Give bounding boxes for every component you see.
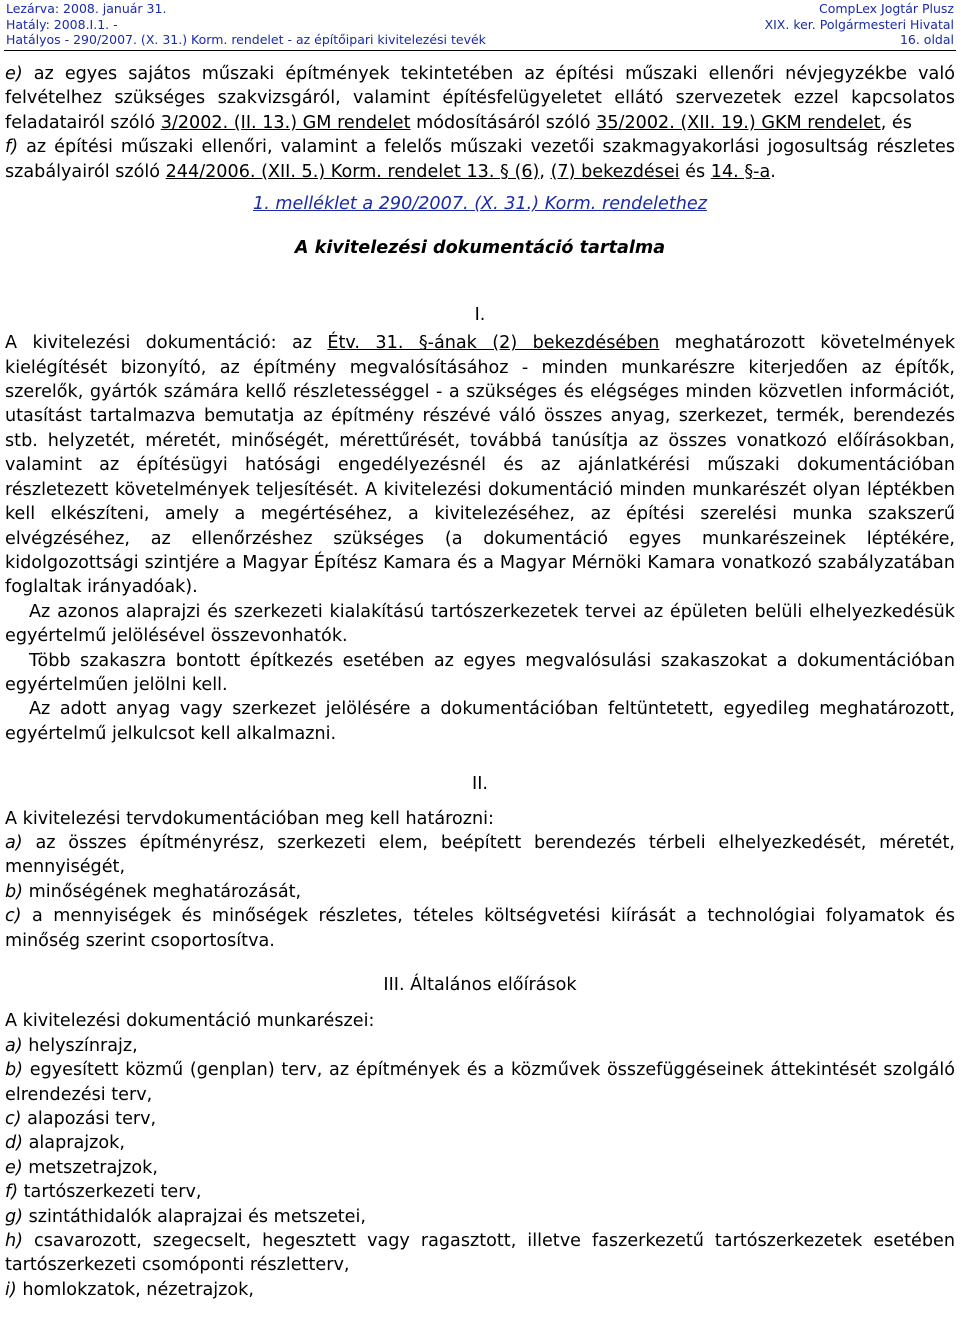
item-letter: f) <box>5 1182 19 1203</box>
annex-title-link[interactable]: 1. melléklet a 290/2007. (X. 31.) Korm. rendelethez <box>253 194 707 215</box>
item-letter: e) <box>5 1157 23 1178</box>
list-item: c) alapozási terv, <box>5 1109 157 1130</box>
section-heading-3: III. Általános előírások <box>383 975 577 995</box>
header-product: CompLex Jogtár Plusz <box>818 1 954 16</box>
header-page-number: 16. oldal <box>899 32 954 47</box>
header-closed-date: Lezárva: 2008. január 31. <box>6 1 167 16</box>
list-item: e) metszetrajzok, <box>5 1157 158 1178</box>
item-letter: g) <box>5 1206 24 1227</box>
item-letter: a) <box>5 1035 23 1056</box>
item-letter: b) <box>5 1060 24 1081</box>
list-item: b) egyesített közmű (genplan) terv, az építmények és a közművek összefüggéseinek áttekintését szolgáló elrendezési terv, <box>5 1060 955 1105</box>
section-3-intro: A kivitelezési dokumentáció munkarészei: <box>5 1011 375 1032</box>
page-header <box>0 0 960 50</box>
list-item: c) a mennyiségek és minőségek részletes, tételes költségvetési kiírását a technológiai folyamatok és minőség szerint csoportosítva. <box>5 906 955 951</box>
ref-link[interactable]: 14. §-a <box>710 161 771 182</box>
item-letter: i) <box>5 1279 17 1300</box>
list-item: a) az összes építményrész, szerkezeti elem, beépített berendezés térbeli elhelyezkedését, méretét, mennyiségét, <box>5 832 955 878</box>
item-letter: a) <box>5 832 23 853</box>
section-1-paragraph-3: Több szakaszra bontott építkezés esetében az egyes megvalósulási szakaszokat a dokumentációban egyértelműen jelölni kell. <box>5 650 955 695</box>
document-title: A kivitelezési dokumentáció tartalma <box>294 238 666 259</box>
header-validity: Hatály: 2008.I.1. - <box>6 16 118 32</box>
header-left <box>6 1 486 48</box>
item-letter: b) <box>5 881 24 902</box>
ref-link[interactable]: 35/2002. (XII. 19.) GKM rendelet <box>596 112 881 133</box>
ref-link[interactable]: Étv. 31. §-ának (2) bekezdésében <box>327 333 660 354</box>
section-1-paragraph-4: Az adott anyag vagy szerkezet jelölésére a dokumentációban feltüntetett, egyedileg meghatározott, egyértelmű jelkulcsot kell alkalmazni. <box>5 699 955 744</box>
item-letter: e) <box>5 64 23 84</box>
list-item: d) alaprajzok, <box>5 1133 125 1154</box>
ref-link[interactable]: 244/2006. (XII. 5.) Korm. rendelet 13. § (6) <box>165 161 540 182</box>
section-1-paragraph-1: A kivitelezési dokumentáció: az Étv. 31. §-ának (2) bekezdésében meghatározott követelmények kielégítését bizonyító, az építmény megvalósításához - minden munkarészre kiterjedően az építők, szerelők, gyártók számára kellő részletességgel - a szükséges és elégséges minden közvetlen információt, utasítást tartalmazva bemutatja az építmény részévé váló összes anyag, szerkezet, termék, berendezés stb. helyzetét, méretét, minőségét, mérettűrését, továbbá tanúsítja az összes vonatkozó előírásokban, valamint az építésügyi hatósági engedélyezésnél és az ajánlatkérési műszaki dokumentációban részletezett követelmények teljesítését. A kivitelezési dokumentáció minden munkarészét olyan léptékben kell elkészíteni, amely a megértéséhez, a kivitelezéséhez, az építési szerelési munka szakszerű elvégzéséhez, az ellenőrzéshez szükséges (a dokumentáció egyes munkarészeinek léptékére, kidolgozottsági szintjére a Magyar Építész Kamara és a Magyar Mérnöki Kamara vonatkozó szabályzatában foglaltak irányadóak). <box>5 333 956 598</box>
list-item: f) tartószerkezeti terv, <box>5 1182 202 1203</box>
paragraph-e: e) az egyes sajátos műszaki építmények tekintetében az építési műszaki ellenőri névjegyzékbe való felvételhez szükséges szakvizsgáról, valamint építésfelügyeletet ellátó szervezetek ezzel kapcsolatos feladatairól szóló 3/2002. (II. 13.) GM rendelet módosításáról szóló 35/2002. (XII. 19.) GKM rendelet, és <box>5 64 955 133</box>
section-1-paragraph-2: Az azonos alaprajzi és szerkezeti kialakítású tartószerkezetek tervei az épületen belüli elhelyezkedésük egyértelmű jelölésével összevonhatók. <box>5 601 955 647</box>
section-heading-2: II. <box>472 774 488 795</box>
header-divider <box>4 50 956 51</box>
header-office: XIX. ker. Polgármesteri Hivatal <box>764 16 954 32</box>
list-item: a) helyszínrajz, <box>5 1035 138 1056</box>
section-heading-1: I. <box>474 304 486 325</box>
list-item: h) csavarozott, szegecselt, hegesztett vagy ragasztott, illetve faszerkezetű tartószerkezetek esetében tartószerkezeti csomóponti részletterv, <box>5 1231 955 1276</box>
item-letter: c) <box>5 1109 22 1130</box>
header-right <box>765 1 954 48</box>
item-letter: f) <box>5 137 19 158</box>
list-item: b) minőségének meghatározását, <box>5 881 302 902</box>
paragraph-f: f) az építési műszaki ellenőri, valamint a felelős műszaki vezetői szakmagyakorlási jogosultság részletes szabályairól szóló 244/2006. (XII. 5.) Korm. rendelet 13. § (6), (7) bekezdései és 14. §-a. <box>5 137 955 182</box>
header-act-title: Hatályos - 290/2007. (X. 31.) Korm. rendelet - az építőipari kivitelezési tevék <box>6 32 486 47</box>
section-2-intro: A kivitelezési tervdokumentációban meg kell határozni: <box>5 808 494 829</box>
ref-link[interactable]: (7) bekezdései <box>550 161 680 182</box>
list-item: i) homlokzatok, nézetrajzok, <box>5 1279 254 1300</box>
document-body <box>5 62 955 1302</box>
item-letter: c) <box>5 906 22 927</box>
item-letter: h) <box>5 1231 24 1252</box>
list-item: g) szintáthidalók alaprajzai és metszetei, <box>5 1206 366 1227</box>
ref-link[interactable]: 3/2002. (II. 13.) GM rendelet <box>160 112 411 133</box>
item-letter: d) <box>5 1133 24 1154</box>
